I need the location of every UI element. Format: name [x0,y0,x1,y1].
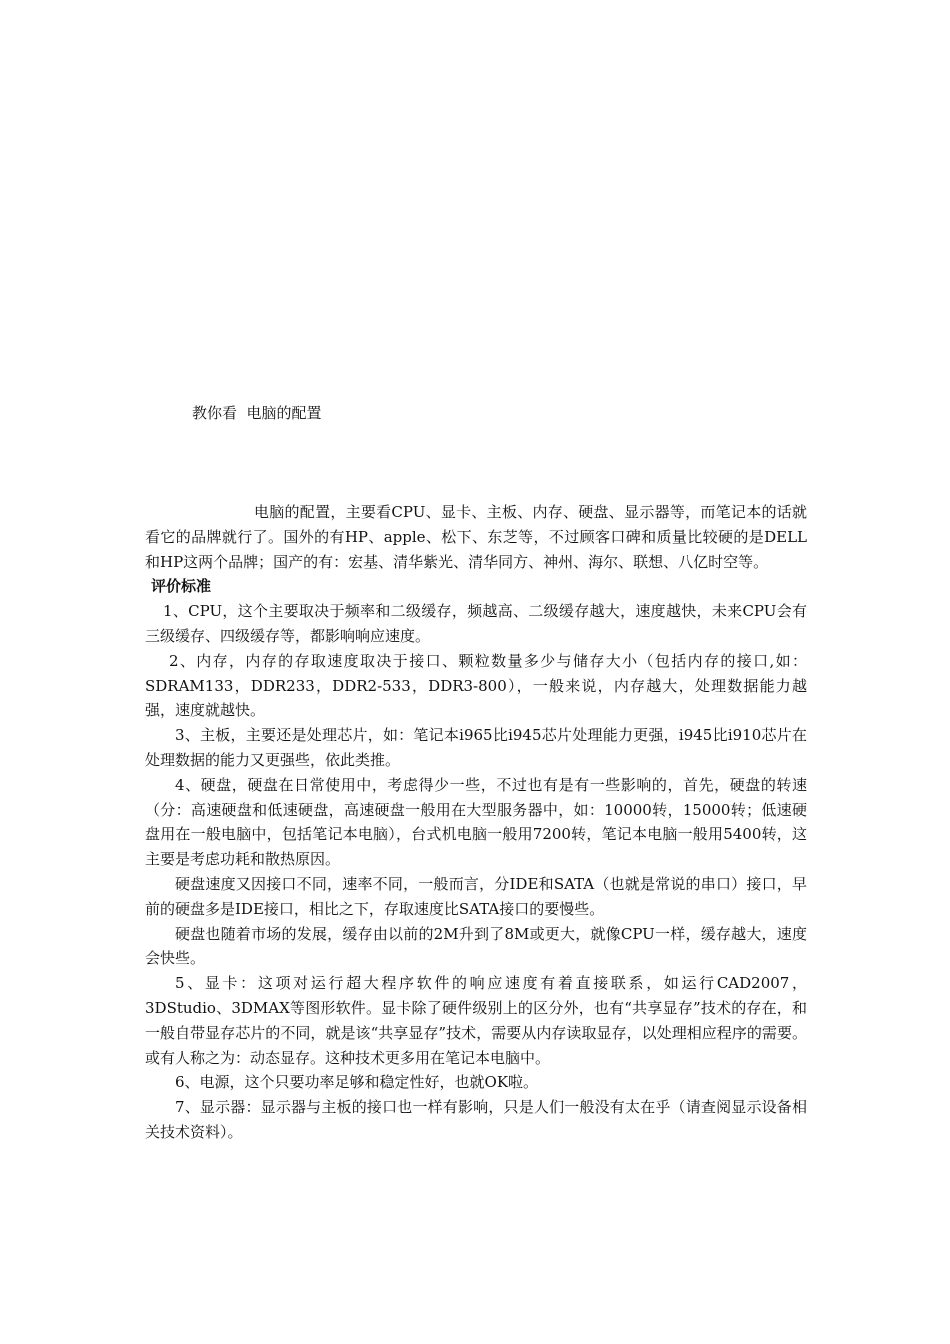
mainboard-paragraph: 3、主板，主要还是处理芯片，如：笔记本i965比i945芯片处理能力更强，i945比i910芯片在处理数据的能力又更强些，依此类推。 [145,726,807,769]
monitor-paragraph: 7、显示器：显示器与主板的接口也一样有影响，只是人们一般没有太在乎（请查阅显示设备相关技术资料）。 [145,1098,807,1141]
disk-paragraph: 4、硬盘，硬盘在日常使用中，考虑得少一些，不过也有是有一些影响的，首先，硬盘的转速（分：高速硬盘和低速硬盘，高速硬盘一般用在大型服务器中，如：10000转，15000转；低速硬盘用在一般电脑中，包括笔记本电脑），台式机电脑一般用7200转，笔记本电脑一般用5400转，这主要是考虑功耗和散热原因。 [145,775,807,869]
intro-paragraph: 电脑的配置，主要看CPU、显卡、主板、内存、硬盘、显示器等，而笔记本的话就看它的品牌就行了。国外的有HP、apple、松下、东芝等，不过顾客口碑和质量比较硬的是DELL和HP这两个品牌；国产的有：宏基、清华紫光、清华同方、神州、海尔、联想、八亿时空等。 [145,503,807,571]
gpu-paragraph: 5、显卡：这项对运行超大程序软件的响应速度有着直接联系，如运行CAD2007，3DStudio、3DMAX等图形软件。显卡除了硬件级别上的区分外，也有“共享显存”技术的存在，和一般自带显存芯片的不同，就是该“共享显存”技术，需要从内存读取显存，以处理相应程序的需要。或有人称之为：动态显存。这种技术更多用在笔记本电脑中。 [145,974,807,1067]
section-heading: 评价标准 [151,577,212,596]
cpu-paragraph: 1、CPU，这个主要取决于频率和二级缓存，频越高、二级缓存越大，速度越快，未来CPU会有三级缓存、四级缓存等，都影响响应速度。 [145,602,807,645]
power-paragraph: 6、电源，这个只要功率足够和稳定性好，也就OK啦。 [175,1073,539,1092]
disk-cache-paragraph: 硬盘也随着市场的发展，缓存由以前的2M升到了8M或更大，就像CPU一样，缓存越大，速度会快些。 [145,924,807,968]
memory-paragraph: 2、内存，内存的存取速度取决于接口、颗粒数量多少与储存大小（包括内存的接口,如：SDRAM133，DDR233，DDR2-533，DDR3-800），一般来说，内存越大，处理数据能力越强，速度就越快。 [145,651,807,720]
disk-interface-paragraph: 硬盘速度又因接口不同，速率不同，一般而言，分IDE和SATA（也就是常说的串口）接口，早前的硬盘多是IDE接口，相比之下，存取速度比SATA接口的要慢些。 [145,874,807,918]
document-body [145,500,807,1145]
document-title: 教你看 电脑的配置 [192,404,322,422]
